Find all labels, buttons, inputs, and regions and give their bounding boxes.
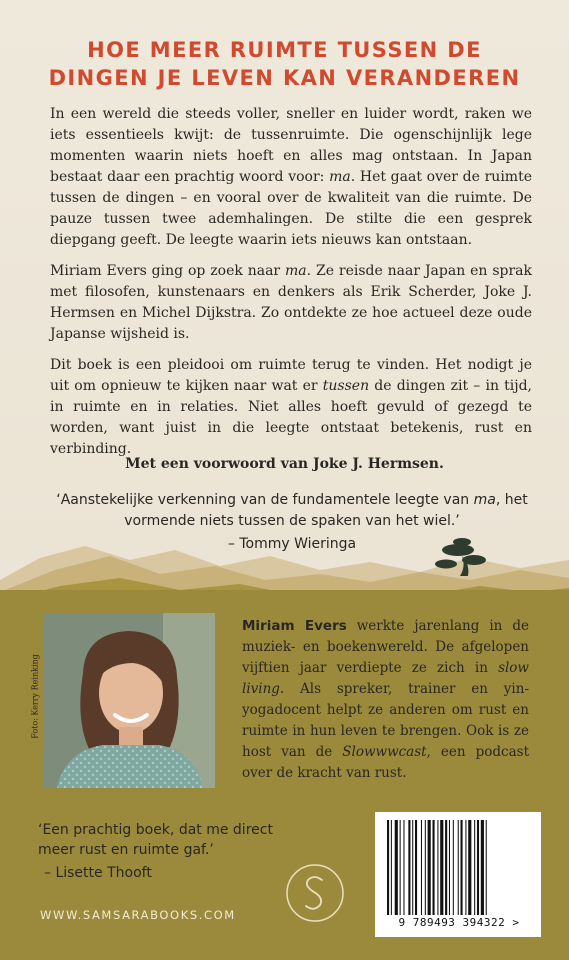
isbn-number: 9 789493 394322 > — [398, 916, 520, 929]
headline-line-1: HOE MEER RUIMTE TUSSEN DE — [87, 38, 482, 62]
review-quote-thooft: ‘Een prachtig boek, dat me direct meer rust en ruimte gaf.’ – Lisette Thooft — [38, 820, 338, 883]
author-photo — [43, 613, 215, 788]
foreword-note: Met een voorwoord van Joke J. Hermsen. — [125, 456, 444, 472]
blurb-paragraph-1: In een wereld die steeds voller, sneller en luider wordt, raken we iets essentieels kwijt: de tussenruimte. Die ogenschijnlijk lege momenten waarin niets hoeft en alles mag ontstaan. In Japan bestaat daar een prachtig woord voor: ma. Het gaat over de ruimte tussen de dingen – en vooral over de kwaliteit van die ruimte. De pauze tussen twee ademhalingen. De stilte die een gesprek diepgang geeft. De leegte waarin iets nieuws kan ontstaan. — [50, 106, 532, 248]
author-bio: Miriam Evers werkte jarenlang in de muziek- en boekenwereld. De afgelopen vijftien jaar verdiepte ze zich in slow living. Als spreker, trainer en yin-yogadocent helpt ze anderen om rust en ruimte in hun leven te brengen. Ook is ze host van de Slowwwcast, een podcast over de kracht van rust. — [242, 618, 529, 781]
headline-line-2: DINGEN JE LEVEN KAN VERANDEREN — [48, 66, 521, 90]
publisher-website: WWW.SAMSARABOOKS.COM — [40, 908, 236, 922]
isbn-barcode — [375, 812, 541, 937]
blurb-paragraph-2: Miriam Evers ging op zoek naar ma. Ze reisde naar Japan en sprak met filosofen, kunstenaars en denkers als Erik Scherder, Joke J. Hermsen en Michel Dijkstra. Zo ontdekte ze hoe actueel deze oude Japanse wijsheid is. — [50, 263, 532, 342]
blurb-paragraph-3: Dit boek is een pleidooi om ruimte terug te vinden. Het nodigt je uit om opnieuw te kijken naar wat er tussen de dingen zit – in tijd, in ruimte en in relaties. Niet alles hoeft gevuld of gezegd te worden, want juist in die leegte ontstaat betekenis, rust en verbinding. — [50, 357, 532, 457]
author-portrait-image — [43, 613, 215, 788]
review-author-wieringa: – Tommy Wieringa — [227, 536, 357, 552]
headline — [0, 36, 569, 92]
blurb-text — [50, 104, 532, 470]
review-author-thooft: – Lisette Thooft — [44, 865, 152, 881]
publisher-logo-icon — [284, 862, 346, 924]
author-name: Miriam Evers — [242, 618, 347, 634]
barcode-bars — [387, 820, 529, 915]
review-quote-wieringa: ‘Aanstekelijke verkenning van de fundamentele leegte van ma, het vormende niets tussen de spaken van het wiel.’ – Tommy Wieringa — [52, 490, 532, 555]
